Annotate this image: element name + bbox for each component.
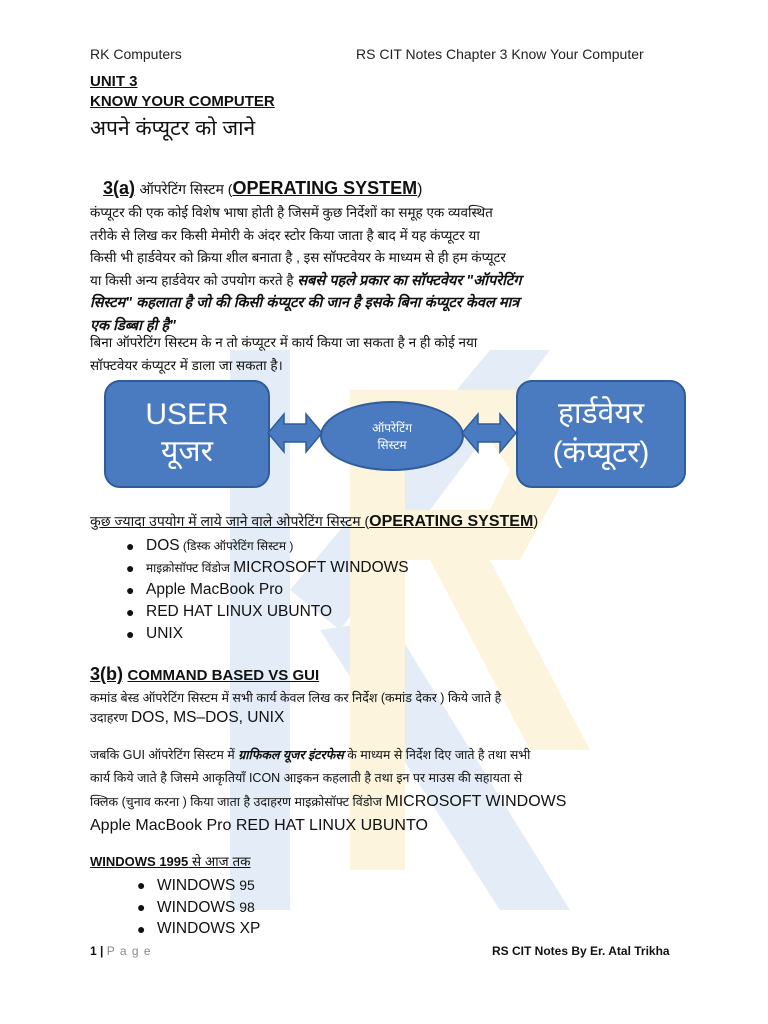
header-left: RK Computers bbox=[90, 46, 182, 62]
bullet-icon: ● bbox=[126, 538, 135, 554]
list-item bbox=[126, 557, 409, 579]
section-b-number: 3(b) bbox=[90, 664, 123, 684]
sb-p1-example-english: DOS, MS–DOS, UNIX bbox=[131, 709, 285, 726]
os-item-english: DOS bbox=[146, 537, 180, 554]
footer-credit: RS CIT Notes By Er. Atal Trikha bbox=[492, 944, 670, 958]
sb-p2-line-4: Apple MacBook Pro RED HAT LINUX UBUNTO bbox=[90, 817, 428, 834]
windows-item-name: WINDOWS bbox=[157, 899, 236, 916]
bullet-icon: ● bbox=[137, 877, 146, 893]
double-arrow-right bbox=[460, 410, 518, 456]
sb-p2-line-1-bold-italic: ग्राफिकल यूजर इंटरफेस bbox=[238, 748, 344, 762]
para1-line-5: सिस्टम" कहलाता है जो की किसी कंप्यूटर की जान है इसके बिना कंप्यूटर केवल मात्र bbox=[90, 295, 520, 311]
footer-separator: | bbox=[96, 944, 107, 958]
sb-p2-line-3-english: MICROSOFT WINDOWS bbox=[385, 793, 567, 810]
os-item-english: RED HAT LINUX UBUNTO bbox=[146, 603, 333, 620]
double-arrow-left bbox=[266, 410, 324, 456]
list-item bbox=[126, 623, 409, 645]
para1-line-4-bold: सबसे पहले प्रकार का सॉफ्टवेयर "ऑपरेटिंग bbox=[297, 272, 522, 289]
list-item bbox=[137, 896, 260, 918]
footer-page bbox=[90, 944, 152, 958]
os-ellipse-line-2: सिस्टम bbox=[377, 438, 407, 452]
windows-list bbox=[137, 874, 261, 940]
sb-p2-line-2: कार्य किये जाते है जिसमे आकृतियाँ ICON आइकन कहलाती है तथा इन पर माउस की सहायता से bbox=[90, 771, 523, 785]
section-a-paragraph-1 bbox=[90, 202, 680, 337]
bullet-icon: ● bbox=[126, 582, 135, 598]
sb-p1-line-2 bbox=[90, 708, 680, 728]
section-a-hindi: ऑपरेटिंग सिस्टम ( bbox=[139, 181, 233, 197]
sb-p2-line-3 bbox=[90, 790, 680, 814]
os-item-english: MICROSOFT WINDOWS bbox=[233, 559, 409, 576]
para1-line-4 bbox=[90, 270, 680, 293]
bullet-icon: ● bbox=[137, 921, 146, 937]
section-a-paragraph-2 bbox=[90, 332, 680, 377]
section-b-heading bbox=[90, 664, 319, 685]
hindi-title: अपने कंप्यूटर को जाने bbox=[90, 117, 256, 140]
section-b-paragraph-1 bbox=[90, 688, 680, 728]
bullet-icon: ● bbox=[126, 604, 135, 620]
section-a-close: ) bbox=[417, 181, 423, 198]
sb-p2-line-1 bbox=[90, 744, 680, 767]
windows-item-version: 95 bbox=[235, 877, 255, 893]
user-box bbox=[104, 380, 270, 488]
sb-p1-example-hindi: उदाहरण bbox=[90, 711, 131, 725]
bullet-icon: ● bbox=[126, 626, 135, 642]
section-a-english: OPERATING SYSTEM bbox=[232, 178, 418, 198]
topic-title: KNOW YOUR COMPUTER bbox=[90, 93, 275, 110]
section-b-title: COMMAND BASED VS GUI bbox=[127, 667, 320, 684]
bullet-icon: ● bbox=[137, 899, 146, 915]
list-item bbox=[126, 601, 409, 623]
os-item-english: UNIX bbox=[146, 625, 184, 642]
para1-line-2: तरीके से लिख कर किसी मेमोरी के अंदर स्टोर किया जाता है बाद में यह कंप्यूटर या bbox=[90, 227, 480, 243]
footer-page-number: 1 bbox=[90, 944, 97, 958]
para2-line-1: बिना ऑपरेटिंग सिस्टम के न तो कंप्यूटर में कार्य किया जा सकता है न ही कोई नया bbox=[90, 335, 478, 350]
sb-p1-line-1: कमांड बेस्ड ऑपरेटिंग सिस्टम में सभी कार्य केवल लिख कर निर्देश (कमांड देकर ) किये जाते है bbox=[90, 691, 502, 705]
list-item bbox=[137, 918, 261, 940]
os-item-english: Apple MacBook Pro bbox=[146, 581, 283, 598]
os-list-heading bbox=[90, 512, 538, 531]
os-ellipse bbox=[320, 401, 464, 471]
unit-title: UNIT 3 bbox=[90, 73, 138, 90]
user-box-hindi: यूजर bbox=[161, 435, 213, 468]
section-a-number: 3(a) bbox=[103, 178, 136, 198]
bullet-icon: ● bbox=[126, 560, 135, 576]
sb-p2-line-1-rest: के माध्यम से निर्देश दिए जाते है तथा सभी bbox=[343, 748, 531, 762]
os-list-heading-hindi: कुछ ज्यादा उपयोग में लाये जाने वाले ओपरेटिंग सिस्टम ( bbox=[90, 513, 370, 529]
windows-heading-english: WINDOWS 1995 bbox=[90, 854, 189, 869]
footer-page-word: P a g e bbox=[106, 944, 152, 958]
hardware-box bbox=[516, 380, 686, 488]
windows-heading bbox=[90, 852, 251, 871]
hardware-box-line-1: हार्डवेयर bbox=[557, 397, 645, 430]
sb-p2-line-3-plain: क्लिक (चुनाव करना ) किया जाता है उदाहरण माइक्रोसॉफ्ट विंडोज bbox=[90, 795, 386, 809]
os-list bbox=[126, 535, 409, 645]
os-list-heading-close: ) bbox=[533, 513, 539, 530]
windows-item-version: 98 bbox=[235, 899, 255, 915]
user-box-english: USER bbox=[145, 398, 229, 431]
section-a-heading bbox=[103, 178, 422, 199]
hardware-box-line-2: (कंप्यूटर) bbox=[552, 436, 650, 469]
list-item bbox=[126, 579, 409, 601]
os-item-hindi: माइक्रोसॉफ्ट विंडोज bbox=[146, 561, 234, 575]
list-item bbox=[126, 535, 409, 557]
para2-line-2: सॉफ्टवेयर कंप्यूटर में डाला जा सकता है। bbox=[90, 357, 283, 373]
para1-line-4-plain: या किसी अन्य हार्डवेयर को उपयोग करते है bbox=[90, 272, 298, 288]
list-item bbox=[137, 874, 260, 896]
windows-heading-hindi: से आज तक bbox=[188, 854, 251, 869]
para1-line-3: किसी भी हार्डवेयर को क्रिया शील बनाता है , इस सॉफ्टवेयर के माध्यम से ही हम कंप्यूटर bbox=[90, 250, 506, 265]
header-right: RS CIT Notes Chapter 3 Know Your Computer bbox=[356, 46, 644, 62]
para1-line-1: कंप्यूटर की एक कोई विशेष भाषा होती है जिसमें कुछ निर्देशों का समूह एक व्यवस्थित bbox=[90, 205, 493, 220]
windows-item-name: WINDOWS XP bbox=[157, 920, 261, 937]
windows-item-name: WINDOWS bbox=[157, 877, 236, 894]
os-ellipse-line-1: ऑपरेटिंग bbox=[372, 421, 412, 435]
os-list-heading-english: OPERATING SYSTEM bbox=[369, 513, 534, 530]
os-item-hindi: (डिस्क ऑपरेटिंग सिस्टम ) bbox=[179, 539, 294, 553]
para1-line-6: एक डिब्बा ही है" bbox=[90, 317, 176, 334]
sb-p2-line-1-plain: जबकि GUI ऑपरेटिंग सिस्टम में bbox=[90, 748, 239, 762]
section-b-paragraph-2 bbox=[90, 744, 680, 837]
